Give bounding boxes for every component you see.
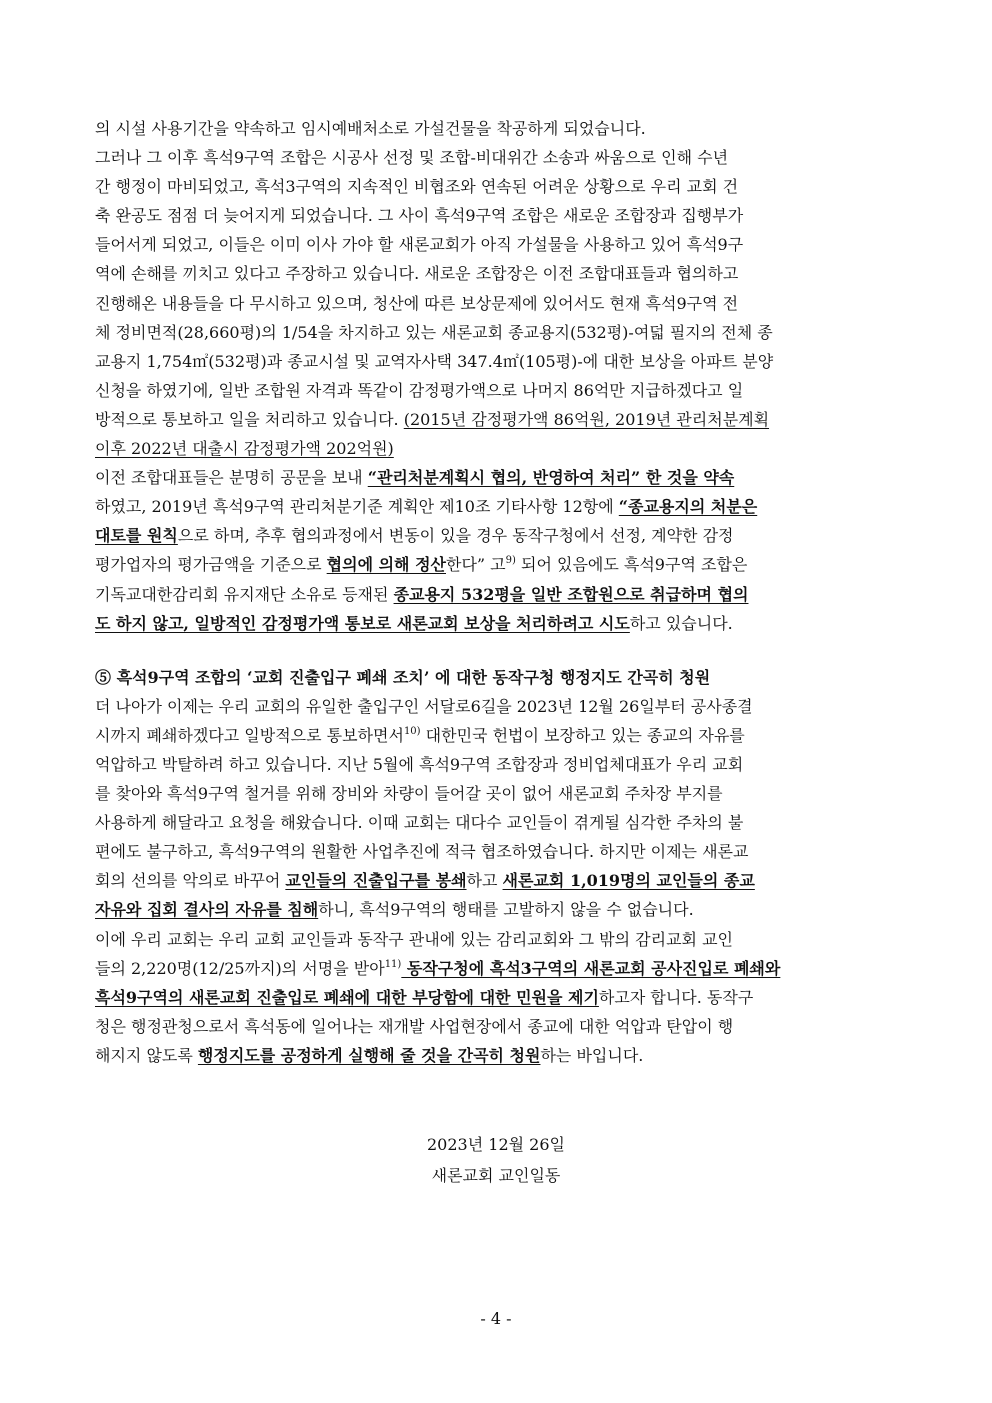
paragraph-line: 교용지 1,754㎡(532평)과 종교시설 및 교역자사택 347.4㎡(105평)-에 대한 보상을 아파트 분양 — [95, 351, 774, 371]
emphasis-text: “관리처분계획시 협의, 반영하여 처리” 한 것을 약속 — [367, 468, 735, 488]
paragraph-line: 간 행정이 마비되었고, 흑석3구역의 지속적인 비협조와 연속된 어려운 상황으로 우리 교회 건 — [95, 177, 739, 197]
text-run: 시까지 폐쇄하겠다고 일방적으로 통보하면서 — [95, 725, 404, 745]
paragraph-line — [95, 954, 898, 983]
paragraph-line: 편에도 불구하고, 흑석9구역의 원활한 사업추진에 적극 협조하였습니다. 하지만 이제는 새론교 — [95, 842, 749, 862]
text-run: 대한민국 헌법이 보장하고 있는 종교의 자유를 — [420, 725, 745, 745]
emphasis-text: 새론교회 1,019명의 교인들의 종교 — [502, 871, 755, 891]
paragraph-line — [95, 463, 898, 492]
text-run: 기독교대한감리회 유지재단 소유로 등재된 — [95, 584, 394, 604]
text-run: 하고자 합니다. 동작구 — [598, 987, 754, 1007]
paragraph-line — [95, 866, 898, 895]
paragraph-line: 의 시설 사용기간을 약속하고 임시예배처소로 가설건물을 착공하게 되었습니다. — [95, 119, 646, 138]
paragraph-line — [95, 580, 898, 609]
paragraph-line: 청은 행정관청으로서 흑석동에 일어나는 재개발 사업현장에서 종교에 대한 억압과 탄압이 행 — [95, 1016, 734, 1036]
paragraph-line: 들어서게 되었고, 이들은 이미 이사 가야 할 새론교회가 아직 가설물을 사용하고 있어 흑석9구 — [95, 235, 744, 255]
text-run: 한다” 고 — [446, 555, 506, 575]
text-run: 하고 있습니다. — [629, 613, 733, 633]
section-heading: ⑤ 흑석9구역 조합의 ‘교회 진출입구 폐쇄 조치’ 에 대한 동작구청 행정지도 간곡히 청원 — [95, 667, 711, 687]
paragraph-line — [95, 521, 898, 550]
signature-date: 2023년 12월 26일 — [427, 1135, 565, 1154]
emphasis-text: 도 하지 않고, 일방적인 감정평가액 통보로 새론교회 보상을 처리하려고 시도 — [95, 613, 630, 633]
emphasis-text: 자유와 집회 결사의 자유를 침해 — [95, 900, 319, 920]
paragraph-line: 더 나아가 이제는 우리 교회의 유일한 출입구인 서달로6길을 2023년 12월 26일부터 공사종결 — [95, 696, 753, 716]
underlined-appraisal-note: 이후 2022년 대출시 감정평가액 202억원) — [95, 439, 394, 459]
paragraph-line: 체 정비면적(28,660평)의 1/54을 차지하고 있는 새론교회 종교용지(532평)-여덟 필지의 전체 종 — [95, 322, 773, 342]
emphasis-text: 대토를 원칙 — [95, 526, 178, 546]
paragraph-entrance-closure — [95, 692, 898, 925]
emphasis-text: “종교용지의 처분은 — [618, 497, 758, 517]
document-body — [95, 114, 898, 1070]
text-run: 들의 2,220명(12/25까지)의 서명을 받아 — [95, 958, 385, 978]
text-run: 하는 바입니다. — [540, 1045, 644, 1065]
paragraph-petition — [95, 925, 898, 1070]
text-run: 방적으로 통보하고 일을 처리하고 있습니다. — [95, 409, 404, 429]
paragraph-line: 축 완공도 점점 더 늦어지게 되었습니다. 그 사이 흑석9구역 조합은 새로운 조합장과 집행부가 — [95, 206, 744, 226]
paragraph-line: 억압하고 박탈하려 하고 있습니다. 지난 5월에 흑석9구역 조합장과 정비업체대표가 우리 교회 — [95, 754, 744, 774]
text-run: 하고 — [466, 871, 503, 891]
text-run: 되어 있음에도 흑석9구역 조합은 — [515, 555, 748, 575]
signature-signer: 새론교회 교인일동 — [431, 1166, 561, 1185]
paragraph-line: 를 찾아와 흑석9구역 철거를 위해 장비와 차량이 들어갈 곳이 없어 새론교회 주차장 부지를 — [95, 784, 723, 804]
paragraph-line — [95, 983, 898, 1012]
footnote-ref: 10) — [403, 725, 421, 737]
text-run: 하니, 흑석9구역의 행태를 고발하지 않을 수 없습니다. — [318, 900, 694, 920]
paragraph-line: 그러나 그 이후 흑석9구역 조합은 시공사 선정 및 조합-비대위간 소송과 싸움으로 인해 수년 — [95, 148, 729, 168]
paragraph-prior-agreement — [95, 463, 898, 638]
emphasis-text: 흑석9구역의 새론교회 진출입로 폐쇄에 대한 부당함에 대한 민원을 제기 — [95, 987, 599, 1007]
emphasis-text: 교인들의 진출입구를 봉쇄 — [285, 871, 467, 891]
paragraph-line: 진행해온 내용들을 다 무시하고 있으며, 청산에 따른 보상문제에 있어서도 현재 흑석9구역 전 — [95, 293, 739, 313]
underlined-appraisal-note: (2015년 감정평가액 86억원, 2019년 관리처분계획 — [403, 409, 770, 429]
paragraph-line — [95, 1041, 898, 1070]
text-run: 으로 하며, 추후 협의과정에서 변동이 있을 경우 동작구청에서 선정, 계약한 감정 — [177, 526, 734, 546]
emphasis-text: 행정지도를 공정하게 실행해 줄 것을 간곡히 청원 — [197, 1045, 541, 1065]
text-run: 평가업자의 평가금액을 기준으로 — [95, 555, 327, 575]
page-number: - 4 - — [480, 1309, 512, 1328]
paragraph-line — [95, 895, 898, 924]
footnote-ref: 11) — [384, 958, 402, 970]
text-run: 이전 조합대표들은 분명히 공문을 보내 — [95, 468, 368, 488]
emphasis-text: 동작구청에 흑석3구역의 새론교회 공사진입로 폐쇄와 — [401, 958, 781, 978]
text-run: 회의 선의를 악의로 바꾸어 — [95, 871, 286, 891]
paragraph-line — [95, 492, 898, 521]
paragraph-line: 이에 우리 교회는 우리 교회 교인들과 동작구 관내에 있는 감리교회와 그 밖의 감리교회 교인 — [95, 929, 733, 949]
text-run: 해지지 않도록 — [95, 1045, 198, 1065]
paragraph-line — [95, 550, 898, 579]
paragraph-line — [95, 721, 898, 750]
paragraph-line — [95, 434, 898, 463]
paragraph-line: 역에 손해를 끼치고 있다고 주장하고 있습니다. 새로운 조합장은 이전 조합대표들과 협의하고 — [95, 264, 739, 284]
text-run: 하였고, 2019년 흑석9구역 관리처분기준 계획안 제10조 기타사항 12항에 — [95, 497, 619, 517]
paragraph-construction-delay — [95, 143, 898, 463]
paragraph-line — [95, 405, 898, 434]
paragraph-line: 사용하게 해달라고 요청을 해왔습니다. 이때 교회는 대다수 교인들이 겪게될 심각한 주차의 불 — [95, 813, 744, 833]
emphasis-text: 협의에 의해 정산 — [326, 555, 446, 575]
paragraph-line: 신청을 하였기에, 일반 조합원 자격과 똑같이 감정평가액으로 나머지 86억만 지급하겠다고 일 — [95, 380, 744, 400]
paragraph-line — [95, 609, 898, 638]
footnote-ref: 9) — [505, 555, 516, 567]
emphasis-text: 종교용지 532평을 일반 조합원으로 취급하며 협의 — [393, 584, 749, 604]
